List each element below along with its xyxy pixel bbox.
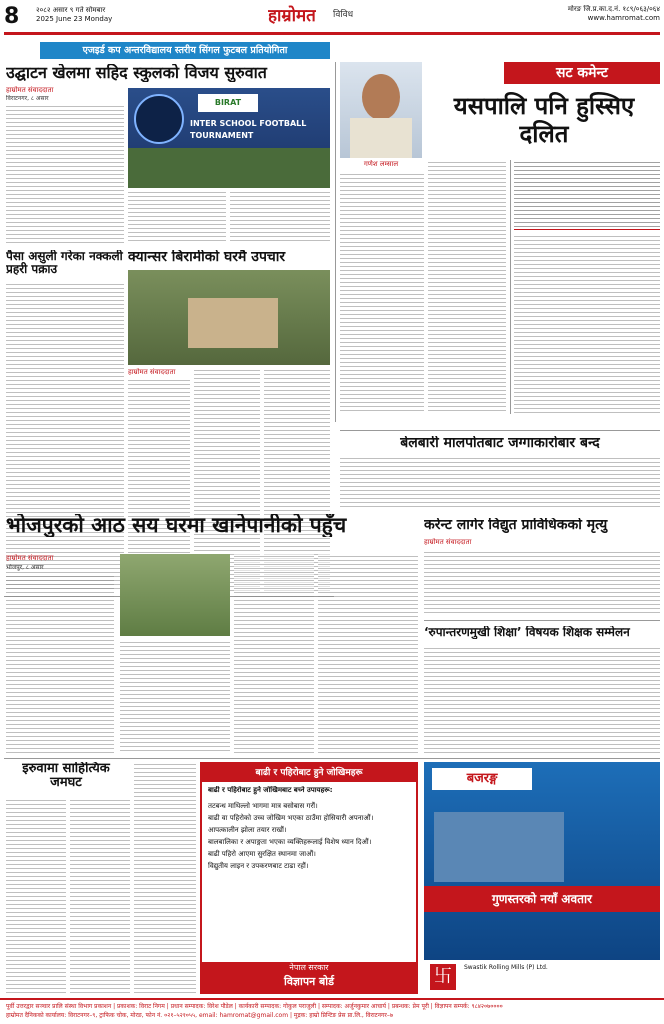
steel-bars-image bbox=[434, 812, 564, 882]
text-bhojpur-col3 bbox=[234, 554, 314, 754]
text-udghatan-col1 bbox=[6, 104, 124, 244]
water-photo bbox=[120, 554, 230, 636]
swastik-icon: 卐 bbox=[430, 964, 456, 990]
players-group bbox=[128, 148, 330, 188]
belbari-rule bbox=[340, 430, 660, 431]
column-kicker: सट कमेन्ट bbox=[504, 62, 660, 84]
steel-brand-logo: बजरङ्ग bbox=[432, 768, 532, 790]
imprint-line-1: पूर्वी उत्तरद्वार सञ्चार प्रालि संस्था विभाग प्रकाशन | प्रकाशक: विराट निगम | प्रधान सम्पादक: विरेश पौडेल | कार्यकारी सम्पादक: गोकुल पराजुली | सम्पादक: अर्जुनकुमार आचार्य | प्रबन्धक: प्रेम पूरी | विज्ञापन सम्पर्क: ९८४२०७०००० bbox=[6, 1003, 503, 1010]
text-column-col3 bbox=[514, 234, 660, 414]
registration-number: मोरङ जि.प्र.का.द.नं. १८९/०६३/०६४ bbox=[567, 5, 660, 13]
flood-ad-footer bbox=[202, 962, 416, 992]
flood-ad-title: बाढी र पहिरोबाट हुने जोखिमहरू bbox=[202, 764, 416, 782]
dateline-udghatan: विराटनगर, ८ असार bbox=[6, 95, 49, 102]
text-shiksha bbox=[424, 646, 660, 754]
text-column-col2 bbox=[428, 160, 506, 414]
flood-ad-item: बाढी वा पहिराेकाे उच्च जाेखिम भएका ठाउँमा हाेसियारी अपनाऔं। bbox=[208, 814, 374, 822]
author-name: गणेश लम्साल bbox=[363, 160, 399, 168]
sponsor-logo: BIRAT bbox=[198, 94, 258, 112]
text-bhojpur-col2 bbox=[120, 640, 230, 754]
headline-bhojpur: भोजपुरको आठ सय घरमा खानेपानीको पहुँच bbox=[6, 514, 347, 537]
text-udghatan-col3 bbox=[230, 190, 330, 244]
byline-clinic: हाम्रोमत संवाददाता bbox=[128, 368, 176, 376]
byline-current: हाम्रोमत संवाददाता bbox=[424, 538, 472, 546]
website-link[interactable]: www.hamromat.com bbox=[587, 14, 660, 22]
steel-advertisement bbox=[424, 762, 660, 994]
byline-udghatan: हाम्रोमत संवाददाता bbox=[6, 86, 54, 94]
flood-ad-list bbox=[208, 800, 410, 960]
dateline-bhojpur: भोजपुर, ८ असार bbox=[6, 564, 44, 571]
section-name: विविध bbox=[333, 10, 354, 20]
sports-banner: एजइर्ड कप अन्तरविद्यालय स्तरीय सिंगल फुटबल प्रतियोगिता bbox=[40, 42, 330, 59]
imprint-footer bbox=[0, 998, 664, 1024]
text-column-col1 bbox=[340, 172, 424, 414]
text-ijuruva-col3 bbox=[134, 762, 196, 994]
header-date bbox=[36, 6, 156, 24]
clinic-photo bbox=[128, 270, 330, 365]
clinic-building bbox=[188, 298, 278, 348]
text-ijuruva-col2 bbox=[70, 798, 130, 994]
company-name: Swastik Rolling Mills (P) Ltd. bbox=[464, 964, 548, 971]
cup-logo bbox=[134, 94, 184, 144]
flood-ad-item: आपत्कालीन झाेला तयार राखाैं। bbox=[208, 826, 287, 834]
text-ijuruva-col1 bbox=[6, 798, 66, 994]
text-current bbox=[424, 550, 660, 616]
tournament-caption: INTER SCHOOL FOOTBALL TOURNAMENT bbox=[190, 119, 307, 140]
flood-advertisement bbox=[200, 762, 418, 994]
text-bhojpur-col1 bbox=[6, 574, 114, 754]
date-nepali: २०८२ असार ९ गते सोमबार bbox=[36, 6, 106, 14]
column-divider bbox=[335, 62, 336, 422]
headline-current: करेन्ट लागेर विद्युत प्राविधिककाे मृत्यु bbox=[424, 518, 608, 533]
header-right bbox=[500, 5, 660, 23]
flood-ad-subtitle: बाढी र पहिरोबाट हुने जोखिमबाट बच्ने उपायहरू: bbox=[208, 786, 333, 794]
football-photo bbox=[128, 88, 330, 188]
flood-ad-item: विद्युतीय लाइन र उपकरणबाट टाढा रहाैं। bbox=[208, 862, 309, 870]
headline-column: यसपालि पनि हुस्सिए दलित bbox=[453, 92, 635, 148]
text-paisa bbox=[6, 282, 124, 592]
steel-headline: गुणस्तरको नयाँ अवतार bbox=[424, 886, 660, 912]
flood-ad-item: बालबालिका र अपाङ्गता भएका व्यक्तिहरूलाई विशेष ध्यान दिऔं। bbox=[208, 838, 372, 846]
headline-paisa: पैसा असुली गरेका नक्कली प्रहरी पक्राउ bbox=[6, 250, 123, 277]
flood-ad-org: नेपाल सरकार bbox=[289, 963, 329, 972]
flood-ad-dept: विज्ञापन बोर्ड bbox=[283, 975, 335, 988]
headline-clinic: क्यान्सर बिरामीको घरमै उपचार bbox=[128, 250, 286, 265]
author-shirt bbox=[350, 118, 412, 158]
author-face bbox=[362, 74, 400, 120]
text-udghatan-col2 bbox=[128, 190, 226, 244]
text-belbari bbox=[340, 456, 660, 510]
imprint-line-2: हाम्रोमत दैनिकको कार्यालय: विराटनगर–९, ट्राफिक चोक, मोरङ, फोन नं. ०२१–५२१०५५, email: hamromat@gmail.com | मुद्रक: हाम्रो प्रिन्टिङ प्रेस प्रा.लि., विराटनगर–७ bbox=[6, 1012, 393, 1019]
bottom-section-rule bbox=[4, 758, 660, 759]
headline-belbari: बेलबारी मालपोतबाट जग्गाकारोबार बन्द bbox=[400, 436, 600, 451]
shiksha-rule bbox=[424, 620, 660, 621]
headline-udghatan: उद्घाटन खेलमा सहिद स्कुलको विजय सुरुवात bbox=[6, 64, 267, 82]
header-rule bbox=[4, 32, 660, 35]
page-number: 8 bbox=[4, 4, 20, 29]
author-photo bbox=[340, 62, 422, 158]
date-english: 2025 June 23 Monday bbox=[36, 15, 113, 23]
steel-company bbox=[424, 960, 660, 994]
flood-ad-item: बाढी पहिराे आएमा सुरक्षित स्थानमा जाऔं। bbox=[208, 850, 316, 858]
text-bhojpur-col4 bbox=[318, 554, 418, 754]
newspaper-logo: हाम्रोमत bbox=[268, 6, 316, 26]
pullquote-rule bbox=[510, 160, 511, 414]
flood-ad-item: तटबन्ध माथिल्लाे भागमा मात्र बसाेबास गराैं। bbox=[208, 802, 318, 810]
headline-shiksha: ‘रुपान्तरणमुखी शिक्षा’ विषयक शिक्षक सम्मेलन bbox=[424, 626, 630, 639]
pullquote bbox=[514, 160, 660, 230]
byline-bhojpur: हाम्रोमत संवाददाता bbox=[6, 554, 54, 562]
headline-ijuruva: इरुवामा साहित्यिक जमघट bbox=[22, 762, 110, 791]
